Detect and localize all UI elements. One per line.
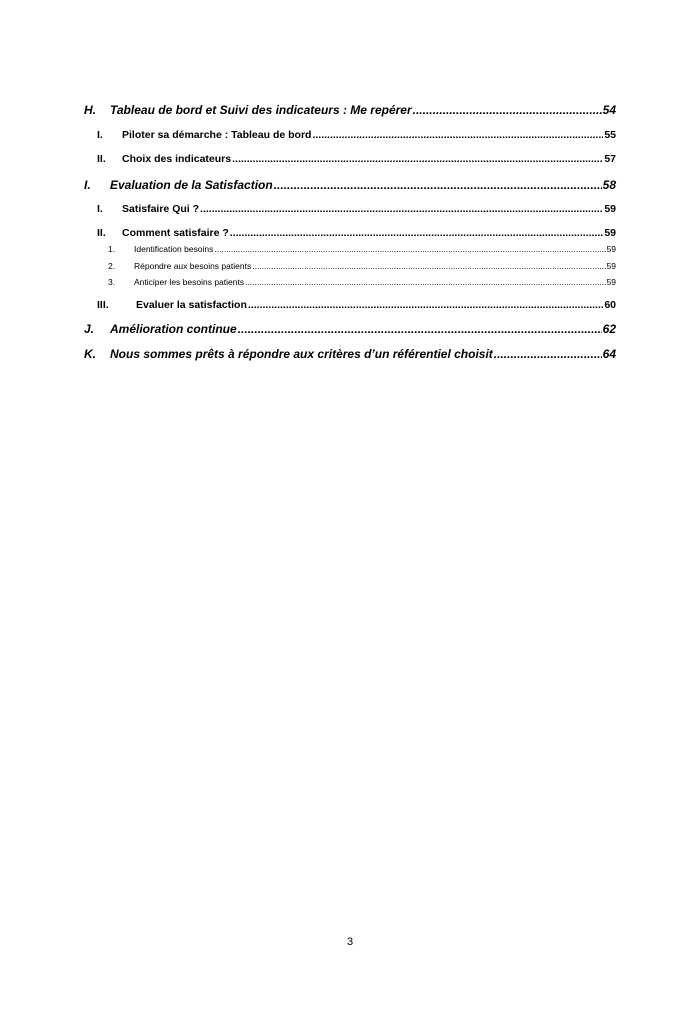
toc-entry-number: H. bbox=[84, 103, 96, 117]
toc-entry-title: Nous sommes prêts à répondre aux critères d’un référentiel choisit bbox=[110, 347, 493, 361]
toc-entry-title: Evaluation de la Satisfaction bbox=[110, 178, 273, 192]
toc-dot-leader bbox=[238, 322, 602, 336]
toc-entry-title: Comment satisfaire ? bbox=[122, 227, 229, 239]
toc-entry-page: 62 bbox=[602, 322, 616, 336]
toc-dot-leader bbox=[245, 277, 605, 287]
toc-dot-leader bbox=[252, 261, 605, 271]
page-number: 3 bbox=[346, 936, 354, 948]
toc-entry-i-2[interactable] bbox=[84, 227, 616, 239]
toc-entry-page: 59 bbox=[604, 227, 616, 239]
toc-entry-title: Satisfaire Qui ? bbox=[122, 203, 200, 215]
toc-entry-i-2-1[interactable] bbox=[84, 244, 616, 254]
toc-entry-i-2-2[interactable] bbox=[84, 261, 616, 271]
toc-entry-page: 59 bbox=[606, 277, 616, 287]
toc-entry-number: I. bbox=[97, 203, 103, 215]
toc-entry-number: III. bbox=[97, 299, 109, 311]
toc-entry-i-1[interactable] bbox=[84, 203, 616, 215]
toc-entry-number: 1. bbox=[108, 244, 116, 254]
toc-dot-leader bbox=[230, 227, 604, 239]
toc-entry-number: I. bbox=[97, 129, 103, 141]
toc-dot-leader bbox=[494, 347, 602, 361]
toc-entry-page: 59 bbox=[606, 261, 616, 271]
toc-dot-leader bbox=[312, 129, 603, 141]
toc-entry-page: 54 bbox=[602, 103, 616, 117]
toc-entry-i[interactable] bbox=[84, 178, 616, 192]
toc-entry-page: 55 bbox=[604, 129, 616, 141]
toc-entry-number: I. bbox=[84, 178, 91, 192]
toc-dot-leader bbox=[274, 178, 602, 192]
toc-entry-title: Choix des indicateurs bbox=[122, 153, 232, 165]
toc-entry-i-3[interactable] bbox=[84, 299, 616, 311]
toc-entry-number: II. bbox=[97, 153, 106, 165]
toc-entry-h[interactable] bbox=[84, 103, 616, 117]
toc-dot-leader bbox=[232, 153, 603, 165]
toc-entry-page: 58 bbox=[602, 178, 616, 192]
toc-entry-title: Anticiper les besoins patients bbox=[134, 277, 245, 287]
toc-entry-number: 3. bbox=[108, 277, 116, 287]
toc-dot-leader bbox=[214, 244, 605, 254]
toc-entry-number: K. bbox=[84, 347, 96, 361]
toc-entry-i-2-3[interactable] bbox=[84, 277, 616, 287]
toc-entry-page: 59 bbox=[606, 244, 616, 254]
toc-entry-number: 2. bbox=[108, 261, 116, 271]
toc-entry-number: II. bbox=[97, 227, 106, 239]
toc-entry-title: Piloter sa démarche : Tableau de bord bbox=[122, 129, 312, 141]
toc-entry-number: J. bbox=[84, 322, 95, 336]
toc-entry-page: 64 bbox=[602, 347, 616, 361]
toc-dot-leader bbox=[200, 203, 603, 215]
toc-dot-leader bbox=[248, 299, 603, 311]
toc-entry-j[interactable] bbox=[84, 322, 616, 336]
toc-entry-h-1[interactable] bbox=[84, 129, 616, 141]
toc-entry-h-2[interactable] bbox=[84, 153, 616, 165]
toc-entry-page: 57 bbox=[604, 153, 616, 165]
toc-entry-title: Amélioration continue bbox=[110, 322, 237, 336]
toc-entry-k[interactable] bbox=[84, 347, 616, 361]
toc-entry-title: Identification besoins bbox=[134, 244, 214, 254]
toc-entry-title: Evaluer la satisfaction bbox=[136, 299, 247, 311]
toc-entry-page: 59 bbox=[604, 203, 616, 215]
toc-dot-leader bbox=[413, 103, 602, 117]
toc-entry-title: Répondre aux besoins patients bbox=[134, 261, 252, 271]
toc-entry-page: 60 bbox=[604, 299, 616, 311]
toc-entry-title: Tableau de bord et Suivi des indicateurs : Me repérer bbox=[110, 103, 412, 117]
